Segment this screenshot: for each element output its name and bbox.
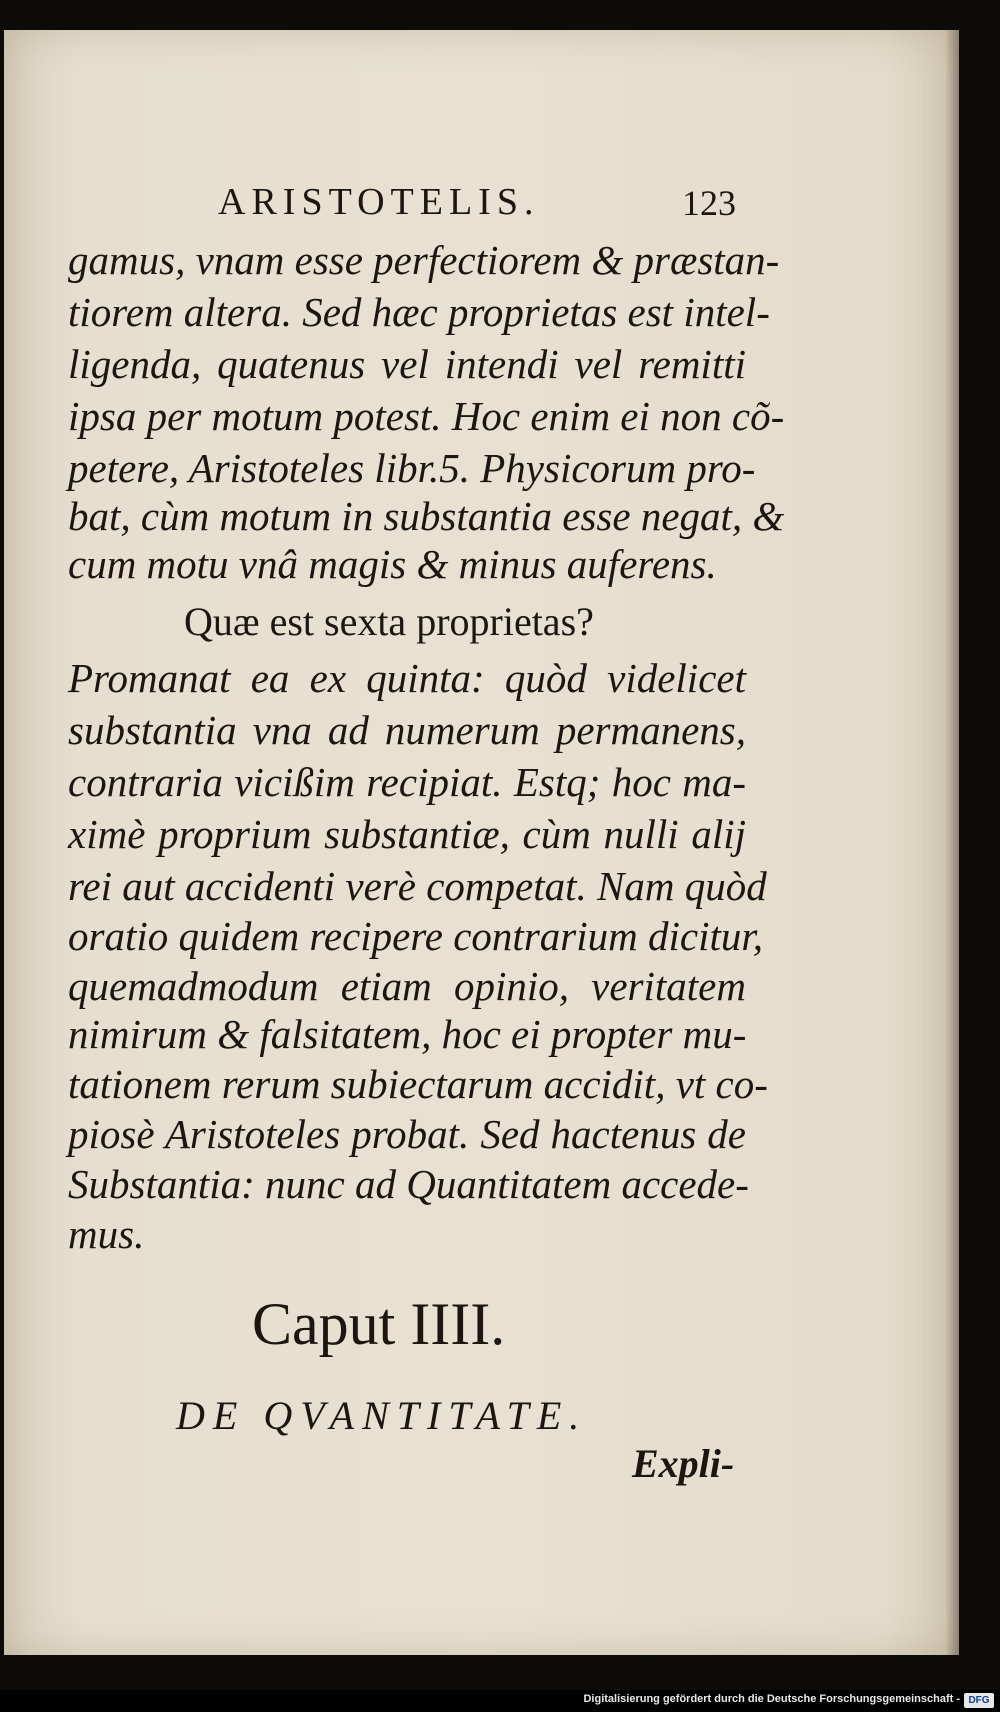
chapter-heading: Caput IIII. — [252, 1291, 506, 1357]
text-line: cum motu vnâ magis & minus auferens. — [68, 541, 717, 587]
text-line: Promanat ea ex quinta: quòd videlicet — [68, 655, 746, 701]
text-line: ligenda, quatenus vel intendi vel remitti — [68, 341, 746, 387]
text-line: ximè proprium substantiæ, cùm nulli alij — [68, 811, 746, 857]
text-line: rei aut accidenti verè competat. Nam quòd — [68, 863, 767, 909]
text-line: Substantia: nunc ad Quantitatem accede- — [68, 1161, 749, 1207]
text-line: mus. — [68, 1211, 145, 1257]
text-line: petere, Aristoteles libr.5. Physicorum pro- — [68, 445, 756, 491]
text-line: piosè Aristoteles probat. Sed hactenus de — [68, 1111, 746, 1157]
text-line: quemadmodum etiam opinio, veritatem — [68, 963, 746, 1009]
digitization-footer — [0, 1690, 1000, 1712]
footer-credit: Digitalisierung gefördert durch die Deutsche Forschungsgemeinschaft - — [583, 1693, 960, 1705]
chapter-subtitle: DE QVANTITATE. — [176, 1393, 588, 1438]
text-line: oratio quidem recipere contrarium dicitur, — [68, 913, 764, 959]
page-number: 123 — [682, 183, 736, 223]
catchword: Expli- — [632, 1441, 735, 1486]
text-line: gamus, vnam esse perfectiorem & præstan- — [68, 237, 780, 283]
running-head: ARISTOTELIS. — [218, 181, 540, 223]
text-line: tiorem altera. Sed hæc proprietas est intel- — [68, 289, 770, 335]
text-line: tationem rerum subiectarum accidit, vt co- — [68, 1061, 768, 1107]
text-line: substantia vna ad numerum permanens, — [68, 707, 746, 753]
book-page — [4, 30, 959, 1655]
text-line: nimirum & falsitatem, hoc ei propter mu- — [68, 1011, 747, 1057]
text-line: ipsa per motum potest. Hoc enim ei non cõ- — [68, 393, 785, 439]
text-line: bat, cùm motum in substantia esse negat, & — [68, 493, 785, 539]
text-line: contraria vicißim recipiat. Estq; hoc ma- — [68, 759, 746, 805]
question-heading: Quæ est sexta proprietas? — [184, 599, 594, 644]
dfg-logo-icon: DFG — [964, 1693, 994, 1708]
